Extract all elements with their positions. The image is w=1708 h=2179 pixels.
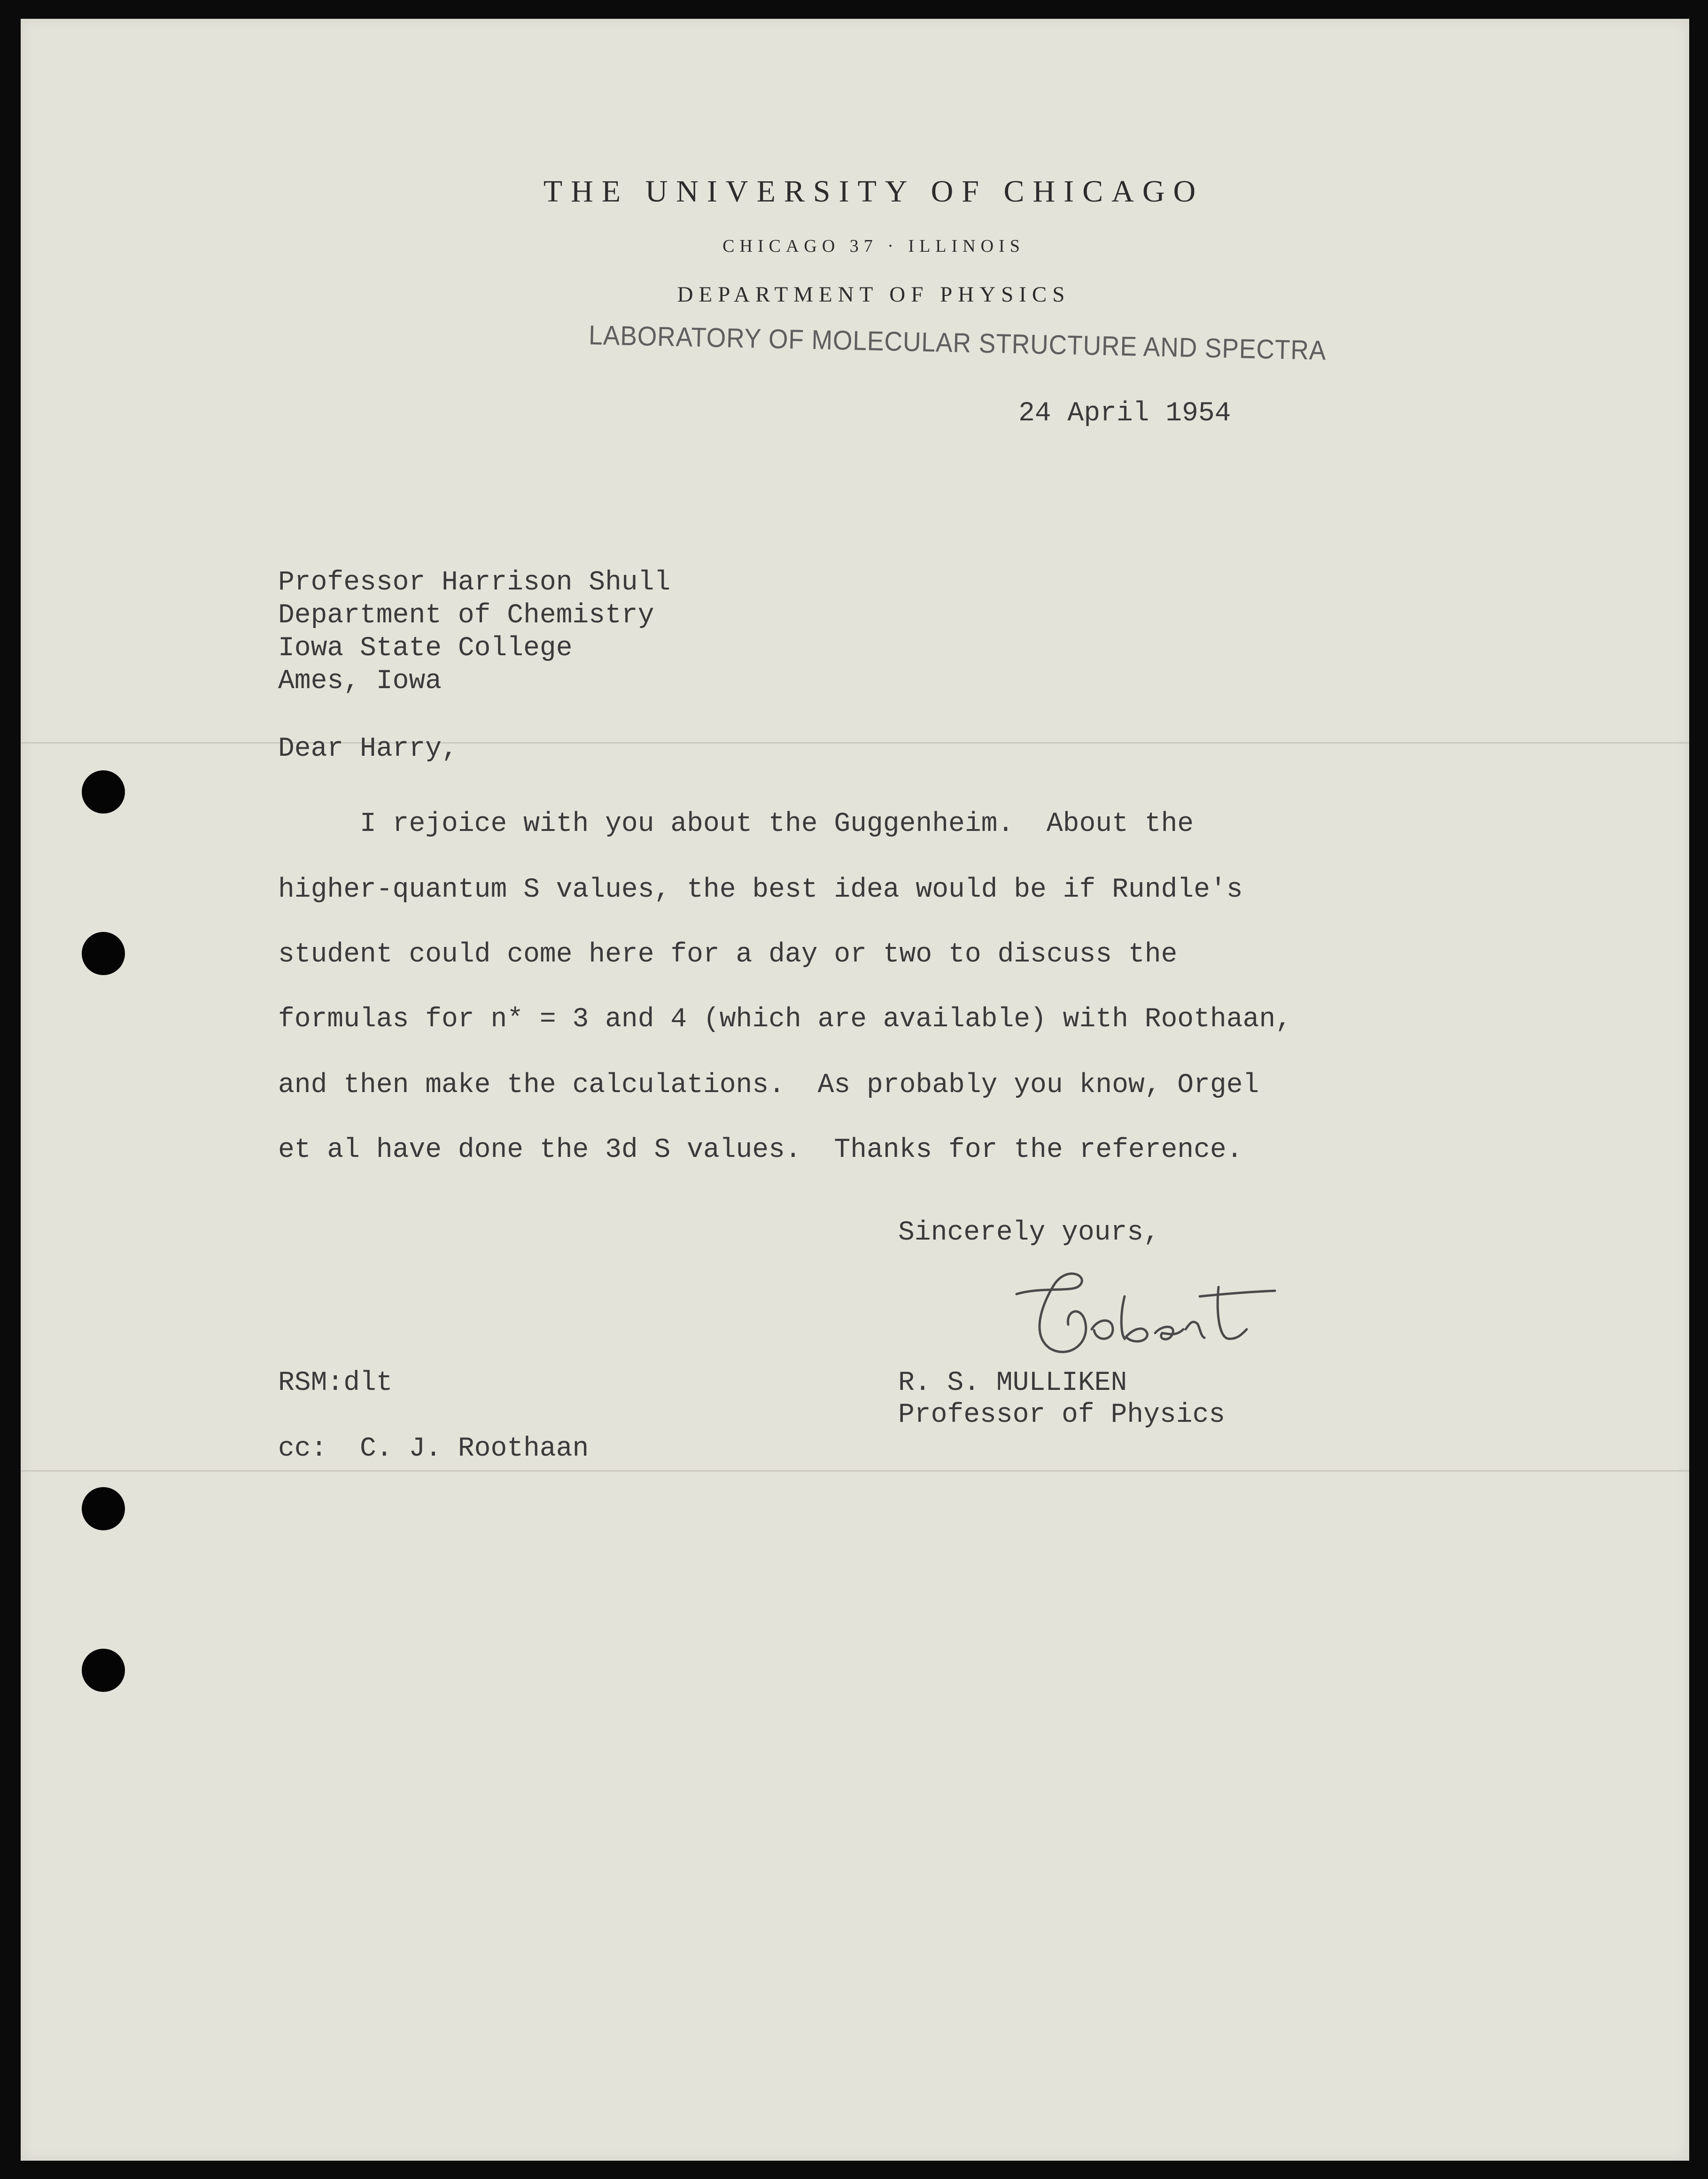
body-line: and then make the calculations. As probably you know, Orgel <box>278 1070 1259 1101</box>
body-line: student could come here for a day or two to discuss the <box>278 939 1178 970</box>
recipient-location: Ames, Iowa <box>278 666 442 697</box>
recipient-department: Department of Chemistry <box>278 600 654 631</box>
salutation: Dear Harry, <box>278 734 458 764</box>
laboratory-stamp: LABORATORY OF MOLECULAR STRUCTURE AND SPECTRA <box>588 319 1327 366</box>
letter-sheet <box>21 19 1689 2161</box>
letter-date: 24 April 1954 <box>1018 398 1231 429</box>
handwritten-signature <box>998 1259 1280 1367</box>
body-line: higher-quantum S values, the best idea would be if Rundle's <box>278 875 1243 905</box>
punch-hole <box>82 932 125 975</box>
fold-line-upper <box>21 742 1689 744</box>
fold-line-lower <box>21 1470 1689 1472</box>
letterhead-department: DEPARTMENT OF PHYSICS <box>677 282 1071 307</box>
signer-title: Professor of Physics <box>898 1400 1226 1430</box>
letterhead-university: THE UNIVERSITY OF CHICAGO <box>543 174 1204 209</box>
punch-hole <box>82 770 125 814</box>
recipient-name: Professor Harrison Shull <box>278 567 671 598</box>
recipient-institution: Iowa State College <box>278 633 573 664</box>
body-line: formulas for n* = 3 and 4 (which are available) with Roothaan, <box>278 1004 1292 1035</box>
signer-name: R. S. MULLIKEN <box>898 1368 1127 1398</box>
closing: Sincerely yours, <box>898 1217 1160 1248</box>
punch-hole <box>82 1487 125 1530</box>
cc-line: cc: C. J. Roothaan <box>278 1434 589 1464</box>
body-line: et al have done the 3d S values. Thanks for the reference. <box>278 1135 1243 1165</box>
reference-initials: RSM:dlt <box>278 1368 393 1398</box>
letterhead-city: CHICAGO 37 · ILLINOIS <box>722 236 1025 256</box>
punch-hole <box>82 1649 125 1692</box>
body-line: I rejoice with you about the Guggenheim. About the <box>278 809 1194 839</box>
